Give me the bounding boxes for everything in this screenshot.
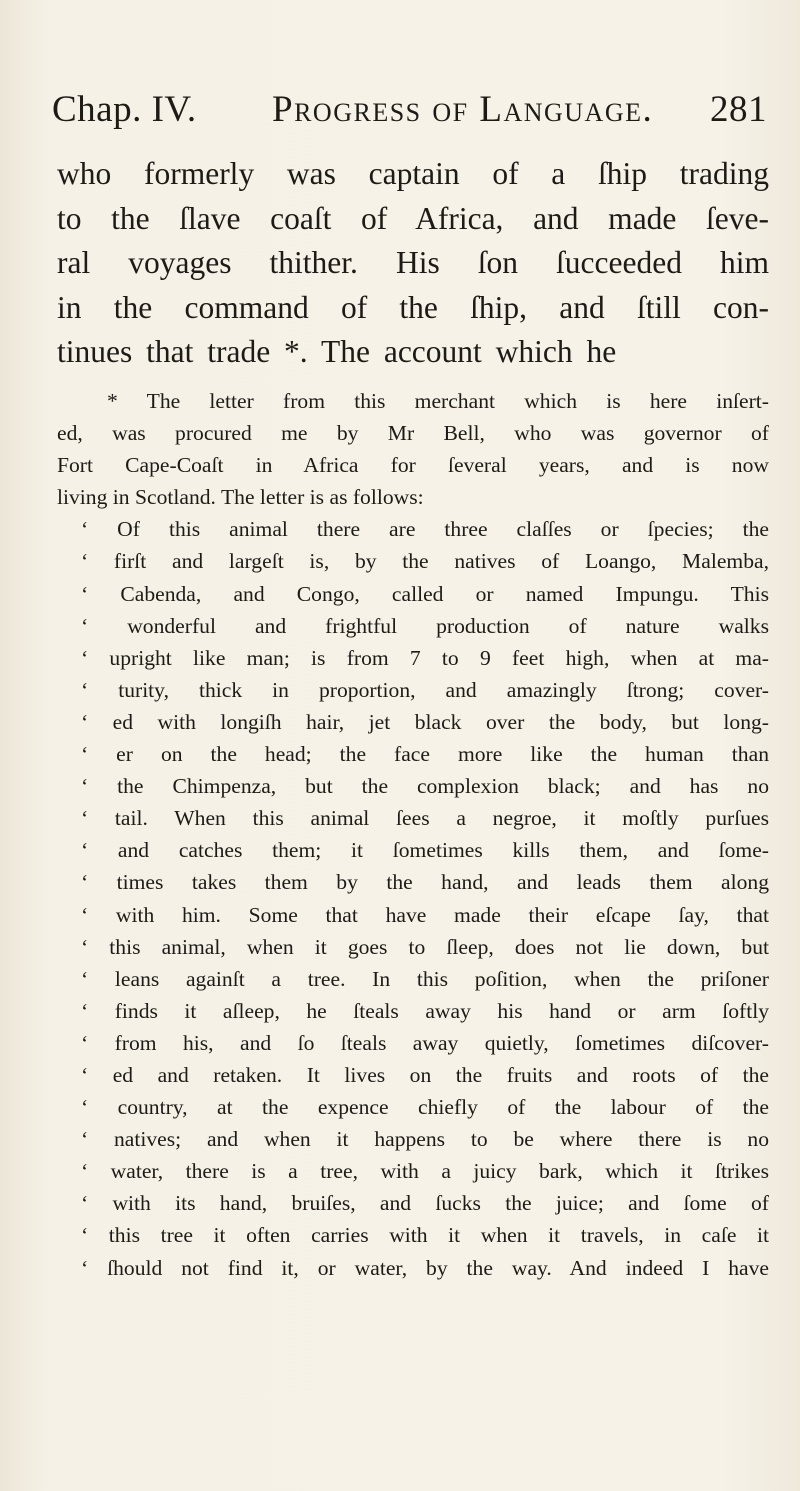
footnote-quote-line: ‘ upright like man; is from 7 to 9 feet high, when at ma- <box>81 645 769 670</box>
footnote-quote-line: ‘ firſt and largeſt is, by the natives of Loango, Malemba, <box>81 549 769 574</box>
footnote <box>57 385 769 1284</box>
footnote-quote-line: ‘ natives; and when it happens to be where there is no <box>81 1127 769 1152</box>
body-line: who formerly was captain of a ſhip trading <box>57 156 769 191</box>
running-title: Progress of Language. <box>272 89 654 130</box>
footnote-quote-line: ‘ times takes them by the hand, and leads them along <box>81 870 769 895</box>
body-line: to the ſlave coaſt of Africa, and made ſeve- <box>57 200 769 236</box>
footnote-quote-line: ‘ country, at the expence chiefly of the labour of the <box>81 1095 769 1120</box>
footnote-quote-line: ‘ from his, and ſo ſteals away quietly, ſometimes diſcover- <box>81 1030 769 1055</box>
page-number: 281 <box>710 89 767 130</box>
footnote-line: Fort Cape-Coaſt in Africa for ſeveral years, and is now <box>57 453 769 478</box>
footnote-quote-line: ‘ this tree it often carries with it when it travels, in caſe it <box>81 1223 769 1248</box>
footnote-quote-line: ‘ ed and retaken. It lives on the fruits and roots of the <box>81 1062 769 1087</box>
footnote-quote-line: ‘ tail. When this animal ſees a negroe, it moſtly purſues <box>81 806 769 831</box>
body-line: in the command of the ſhip, and ſtill con- <box>57 289 769 325</box>
footnote-quote-line: ‘ ed with longiſh hair, jet black over the body, but long- <box>81 709 769 734</box>
footnote-quote-line: ‘ water, there is a tree, with a juicy bark, which it ſtrikes <box>81 1159 769 1184</box>
footnote-quote-line: ‘ the Chimpenza, but the complexion black; and has no <box>81 774 769 799</box>
footnote-quote-line: ‘ with him. Some that have made their eſcape ſay, that <box>81 902 769 927</box>
footnote-quote-line: ‘ er on the head; the face more like the human than <box>81 742 769 767</box>
footnote-quote-line: ‘ and catches them; it ſometimes kills them, and ſome- <box>81 838 769 863</box>
footnote-line: ed, was procured me by Mr Bell, who was governor of <box>57 421 769 446</box>
body-text <box>57 152 769 375</box>
footnote-line: * The letter from this merchant which is here inſert- <box>107 389 769 413</box>
footnote-line: living in Scotland. The letter is as follows: <box>57 485 424 510</box>
chapter-label: Chap. IV. <box>52 89 197 130</box>
footnote-quote-line: ‘ turity, thick in proportion, and amazingly ſtrong; cover- <box>81 677 769 702</box>
footnote-quote-line: ‘ Of this animal there are three claſſes or ſpecies; the <box>81 517 769 542</box>
footnote-quote-line: ‘ ſhould not find it, or water, by the way. And indeed I have <box>81 1255 769 1280</box>
body-line: tinues that trade *. The account which he <box>57 334 617 369</box>
footnote-quote-line: ‘ leans againſt a tree. In this poſition, when the priſoner <box>81 966 769 991</box>
running-header <box>52 88 767 138</box>
footnote-quote-line: ‘ finds it aſleep, he ſteals away his hand or arm ſoftly <box>81 998 769 1023</box>
footnote-quote-line: ‘ with its hand, bruiſes, and ſucks the juice; and ſome of <box>81 1191 769 1216</box>
footnote-quote-line: ‘ this animal, when it goes to ſleep, does not lie down, but <box>81 934 769 959</box>
footnote-quote-line: ‘ Cabenda, and Congo, called or named Impungu. This <box>81 581 769 606</box>
footnote-quote-line: ‘ wonderful and frightful production of nature walks <box>81 613 769 638</box>
body-line: ral voyages thither. His ſon ſucceeded him <box>57 245 769 280</box>
